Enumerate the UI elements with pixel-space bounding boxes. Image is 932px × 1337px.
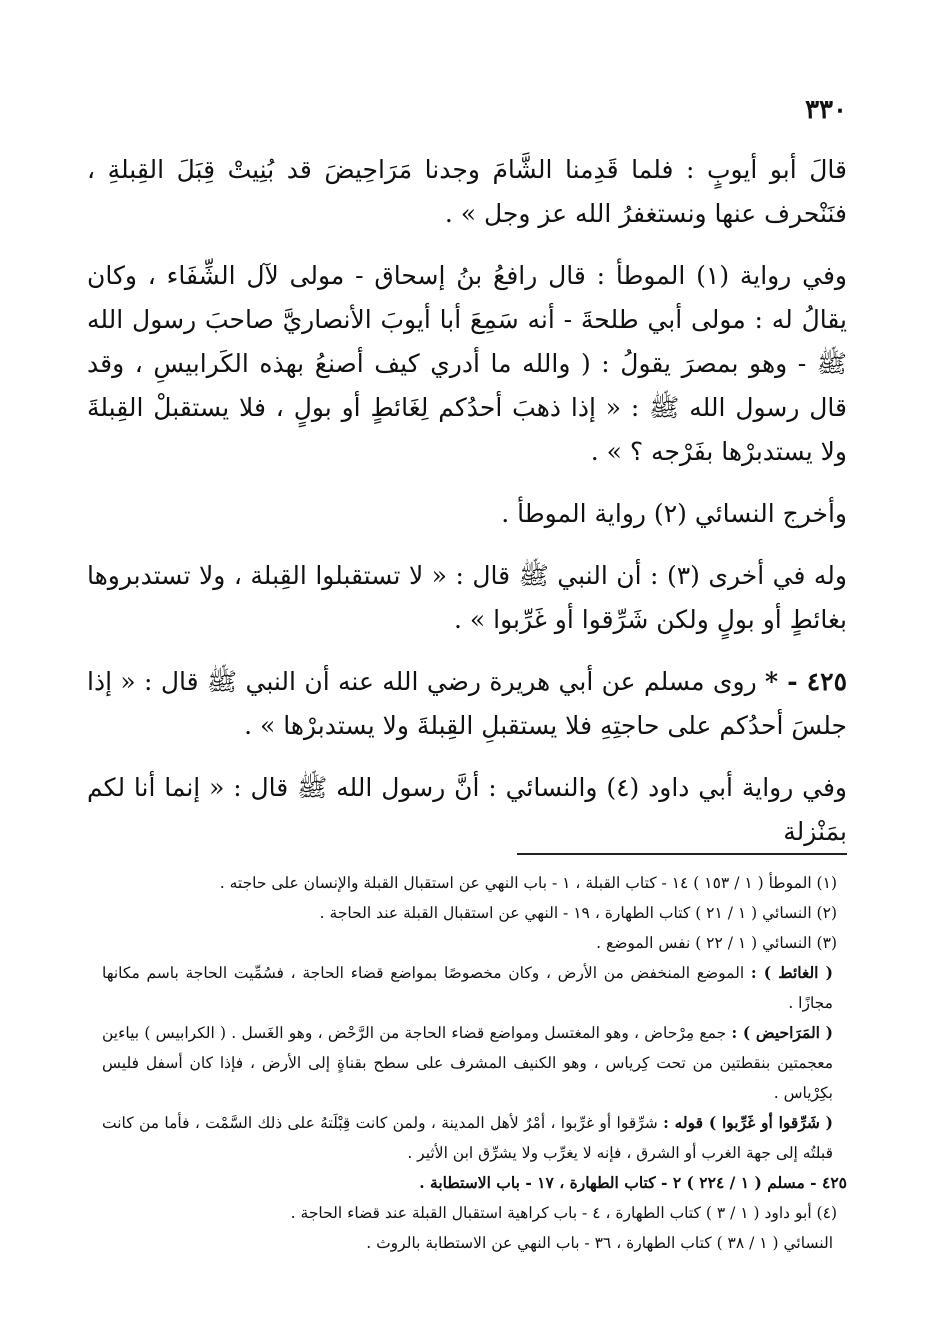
hadith-text: روى مسلم عن أبي هريرة رضي الله عنه أن النبي ﷺ قال : « إذا جلسَ أحدُكم على حاجتِهِ فلا يستقبلِ القِبلةَ ولا يستدبرْها » .	[87, 667, 847, 740]
note-ghaet-term: ( الغائط ) :	[750, 963, 833, 982]
note-sharriqu-text: شرِّقوا أو غرِّبوا ، أمْرٌ لأهل المدينة ، ولمن كانت قِبْلَتهُ على ذلك السَّمْت ، فأما من كانت قبلتُه إلى جهة الغرب أو الشرق ، فإنه لا يغرِّب ولا يشرِّق ابن الأثير .	[102, 1114, 833, 1162]
footnote-1: (١) الموطأ ( ١ / ١٥٣ ) ١٤ - كتاب القبلة ، ١ - باب النهي عن استقبال القبلة والإنسان على حاجته .	[219, 874, 837, 892]
footnote-2: (٢) النسائي ( ١ / ٢١ ) كتاب الطهارة ، ١٩ - النهي عن استقبال القبلة عند الحاجة .	[319, 904, 837, 922]
footnote-4-nasai: النسائي ( ١ / ٣٨ ) كتاب الطهارة ، ٣٦ - باب النهي عن الاستطابة بالروث .	[366, 1234, 833, 1252]
footnote-divider	[517, 853, 847, 855]
note-ghaet-text: الموضع المنخفض من الأرض ، وكان مخصوصًا بمواضع قضاء الحاجة ، فسُمِّيت الحاجة باسم مكانها مجازًا .	[102, 964, 833, 1012]
paragraph-muwatta: وفي رواية (١) الموطأ : قال رافعُ بنُ إسحاق - مولى لآل الشِّفَاء ، وكان يقالُ له : مولى أبي طلحةَ - أنه سَمِعَ أبا أيوبَ الأنصاريَّ صاحبَ رسول الله ﷺ - وهو بمصرَ يقولُ : ( والله ما أدري كيف أصنعُ بهذه الكَرابيسِ ، وقد قال رسول الله ﷺ : « إذا ذهبَ أحدُكم لِغَائطٍ أو بولٍ ، فلا يستقبلْ القِبلةَ ولا يستدبرْها بفَرْجه ؟ » .	[87, 261, 847, 466]
footnotes	[102, 868, 847, 1258]
paragraph-abu-dawud: وفي رواية أبي داود (٤) والنسائي : أنَّ رسول الله ﷺ قال : « إنما أنا لكم بمَنْزلة	[87, 773, 847, 846]
paragraph-nasai: وأخرج النسائي (٢) رواية الموطأ .	[501, 499, 847, 528]
hadith-number: ٤٢٥ - *	[765, 667, 848, 696]
note-marahid-text: جمع مِرْحاض ، وهو المغتسل ومواضع قضاء الحاجة من الرَّحْض ، وهو الغَسل . ( الكرابيس ) بياءين معجمتين بنقطتين من تحت كِرياس ، وهو الكنيف المشرف على سطح بقناةٍ إلى الأرض ، فإذا كان أسفل فليس بكِرْياس .	[102, 1024, 833, 1102]
note-ghaet	[102, 958, 847, 1018]
note-sharriqu	[102, 1108, 847, 1168]
page-number: ٣٣٠	[805, 95, 847, 125]
note-sharriqu-term: ( شَرِّقوا أو غَرِّبوا ) قوله :	[663, 1113, 833, 1132]
footnote-3: (٣) النسائي ( ١ / ٢٢ ) نفس الموضع .	[596, 934, 837, 952]
hadith-425	[87, 660, 847, 748]
paragraph-abu-ayyub: قالَ أبو أيوبٍ : فلما قَدِمنا الشَّامَ وجدنا مَرَاحِيضَ قد بُنِيتْ قِبَلَ القِبلةِ ، فنَنْحرف عنها ونستغفرُ الله عز وجل » .	[87, 155, 847, 228]
footnote-hadith-425: ٤٢٥ - مسلم ( ١ / ٢٢٤ ) ٢ - كتاب الطهارة ، ١٧ - باب الاستطابة .	[419, 1173, 847, 1192]
main-text	[87, 148, 847, 872]
note-marahid	[102, 1018, 847, 1108]
note-marahid-term: ( المَرَاحيض ) :	[731, 1023, 833, 1042]
paragraph-other-narration: وله في أخرى (٣) : أن النبي ﷺ قال : « لا تستقبلوا القِبلة ، ولا تستدبروها بغائطٍ أو بولٍ ولكن شَرِّقوا أو غَرِّبوا » .	[87, 561, 847, 634]
footnote-4: (٤) أبو داود ( ١ / ٣ ) كتاب الطهارة ، ٤ - باب كراهية استقبال القبلة عند قضاء الحاجة .	[290, 1204, 837, 1222]
